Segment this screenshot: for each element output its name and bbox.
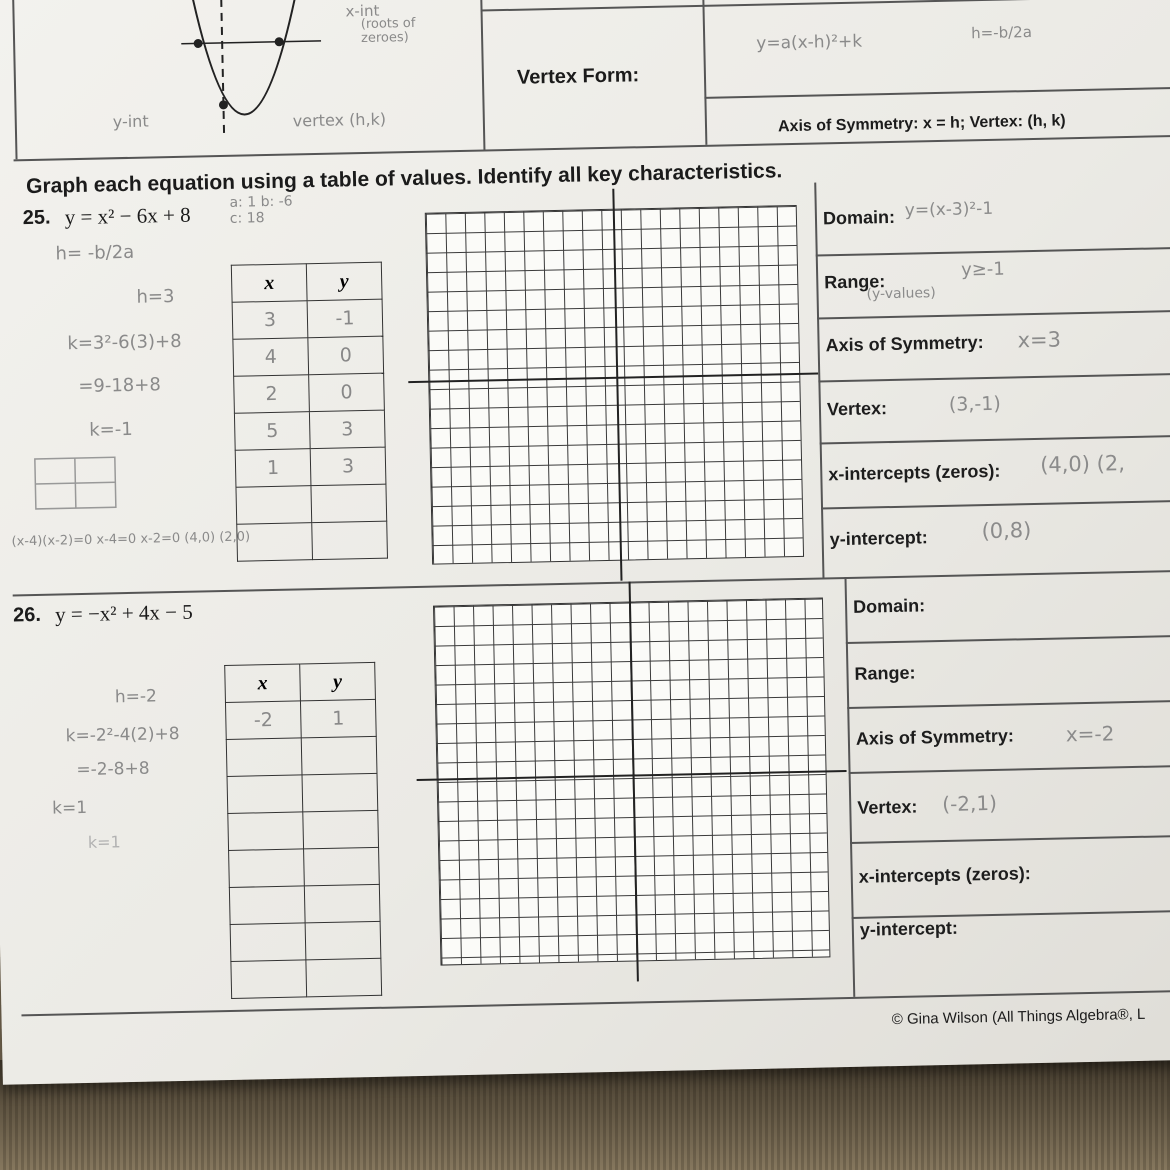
p25-row-line: [816, 246, 1170, 256]
p26-work-2: =-2-8+8: [76, 758, 150, 781]
p26-row-line: [849, 764, 1170, 773]
instructions: Graph each equation using a table of values. Identify all key characteristics.: [25, 159, 783, 199]
x-int-note: x-int: [345, 1, 380, 21]
table-cell[interactable]: 4: [233, 338, 309, 377]
table-cell[interactable]: 3: [309, 410, 385, 449]
table-cell[interactable]: [236, 486, 312, 525]
box-method-sketch: [14, 437, 136, 519]
table-cell[interactable]: 0: [308, 336, 384, 375]
table-cell[interactable]: 0: [309, 373, 385, 412]
top-divider-1: [480, 0, 485, 149]
vertex-form-label: Vertex Form:: [516, 64, 640, 89]
p25-vertex-label: Vertex:: [826, 398, 888, 420]
table-cell[interactable]: [228, 812, 304, 851]
p25-equation: y = x² − 6x + 8: [64, 202, 191, 230]
p25-row-line: [820, 434, 1170, 444]
p26-xint-label: x-intercepts (zeros):: [858, 863, 1031, 887]
p26-table-header-y: y: [300, 662, 376, 701]
table-cell[interactable]: 5: [234, 412, 310, 451]
p26-yint-label: y-intercept:: [859, 917, 959, 940]
p25-table-header-x: x: [231, 264, 307, 303]
table-cell[interactable]: [237, 523, 313, 562]
p25-vertex-answer[interactable]: (3,-1): [948, 392, 1002, 416]
p26-work-3: k=1: [51, 797, 88, 819]
p25-axis-answer[interactable]: x=3: [1017, 327, 1062, 353]
p25-work-4: k=-1: [89, 418, 133, 441]
p26-vertex-answer[interactable]: (-2,1): [942, 790, 998, 817]
table-cell[interactable]: 3: [310, 447, 386, 486]
table-cell[interactable]: [306, 958, 382, 997]
p26-work-4: k=1: [87, 832, 121, 852]
table-cell[interactable]: [305, 921, 381, 960]
p25-work-1: h=3: [136, 285, 175, 308]
table-cell[interactable]: [311, 484, 387, 523]
p26-work-0: h=-2: [114, 686, 158, 708]
vertex-note: vertex (h,k): [292, 109, 387, 131]
axis-sym-vertex: Axis of Symmetry: x = h; Vertex: (h, k): [777, 112, 1066, 136]
top-row-line-2: [704, 86, 1170, 98]
table-cell[interactable]: [230, 923, 306, 962]
p25-row-line: [818, 372, 1170, 382]
p25-range-note: (y-values): [866, 285, 936, 303]
p26-domain-label: Domain:: [852, 595, 926, 617]
table-cell[interactable]: [303, 810, 379, 849]
p26-row-line: [847, 699, 1170, 708]
p25-axis-label: Axis of Symmetry:: [825, 332, 984, 356]
table-cell[interactable]: [301, 736, 377, 775]
copyright-notice: © Gina Wilson (All Things Algebra®, L: [891, 1005, 1146, 1029]
table-cell[interactable]: -1: [307, 299, 383, 338]
p25-number: 25.: [22, 206, 51, 230]
p26-answer-divider: [844, 577, 854, 997]
p25-domain-answer[interactable]: y=(x-3)²-1: [904, 198, 994, 221]
p25-yint-label: y-intercept:: [829, 527, 928, 550]
table-cell[interactable]: 1: [300, 699, 376, 738]
p25-factor-work: (x-4)(x-2)=0 x-4=0 x-2=0 (4,0) (2,0): [11, 529, 251, 550]
p25-abc-note: a: 1 b: -6 c: 18: [229, 193, 293, 227]
p25-work-3: =9-18+8: [78, 374, 161, 398]
p26-value-table: [224, 662, 382, 999]
roots-note: (roots of zeroes): [360, 15, 416, 47]
p25-value-table: [231, 262, 388, 562]
p26-row-line: [852, 909, 1170, 918]
table-cell[interactable]: [227, 775, 303, 814]
p25-row-line: [817, 309, 1170, 319]
p25-range-label: Range:: [824, 271, 886, 293]
table-cell[interactable]: [231, 960, 307, 999]
top-divider-2: [702, 0, 707, 145]
p26-number: 26.: [12, 603, 42, 627]
p26-vertex-label: Vertex:: [857, 796, 918, 818]
p26-work-1: k=-2²-4(2)+8: [65, 723, 180, 747]
p25-work-2: k=3²-6(3)+8: [67, 330, 182, 355]
table-cell[interactable]: [226, 738, 302, 777]
h-note: h=-b/2a: [970, 22, 1033, 43]
p25-work-0: h= -b/2a: [55, 241, 135, 265]
p26-row-line: [846, 634, 1170, 643]
p25-xint-answer[interactable]: (4,0) (2,: [1039, 451, 1126, 477]
p26-axis-answer[interactable]: x=-2: [1065, 721, 1115, 747]
top-section-bottom: [14, 134, 1170, 161]
p26-row-line: [850, 834, 1170, 843]
top-left-border: [12, 0, 17, 159]
table-cell[interactable]: [229, 849, 305, 888]
table-cell[interactable]: 1: [235, 449, 311, 488]
p26-table-header-x: x: [225, 664, 301, 703]
table-cell[interactable]: 2: [234, 375, 310, 414]
p25-table-header-y: y: [306, 262, 382, 301]
p25-row-line: [821, 499, 1170, 509]
p26-axis-label: Axis of Symmetry:: [855, 725, 1015, 749]
table-cell[interactable]: [302, 773, 378, 812]
table-cell[interactable]: -2: [225, 701, 301, 740]
p25-range-answer[interactable]: y≥-1: [960, 258, 1005, 281]
table-cell[interactable]: 3: [232, 301, 308, 340]
p25-domain-label: Domain:: [822, 206, 896, 229]
table-cell[interactable]: [304, 847, 380, 886]
p26-equation: y = −x² + 4x − 5: [54, 599, 193, 627]
y-int-note: y-int: [112, 111, 149, 132]
top-row-line: [481, 0, 1170, 11]
p25-bottom-line: [13, 569, 1170, 596]
table-cell[interactable]: [229, 886, 305, 925]
p25-yint-answer[interactable]: (0,8): [981, 518, 1032, 544]
p25-xint-label: x-intercepts (zeros):: [828, 460, 1001, 485]
p26-range-label: Range:: [854, 662, 916, 684]
vertex-form-note: y=a(x-h)²+k: [756, 31, 863, 54]
table-cell[interactable]: [312, 521, 388, 560]
table-cell[interactable]: [304, 884, 380, 923]
